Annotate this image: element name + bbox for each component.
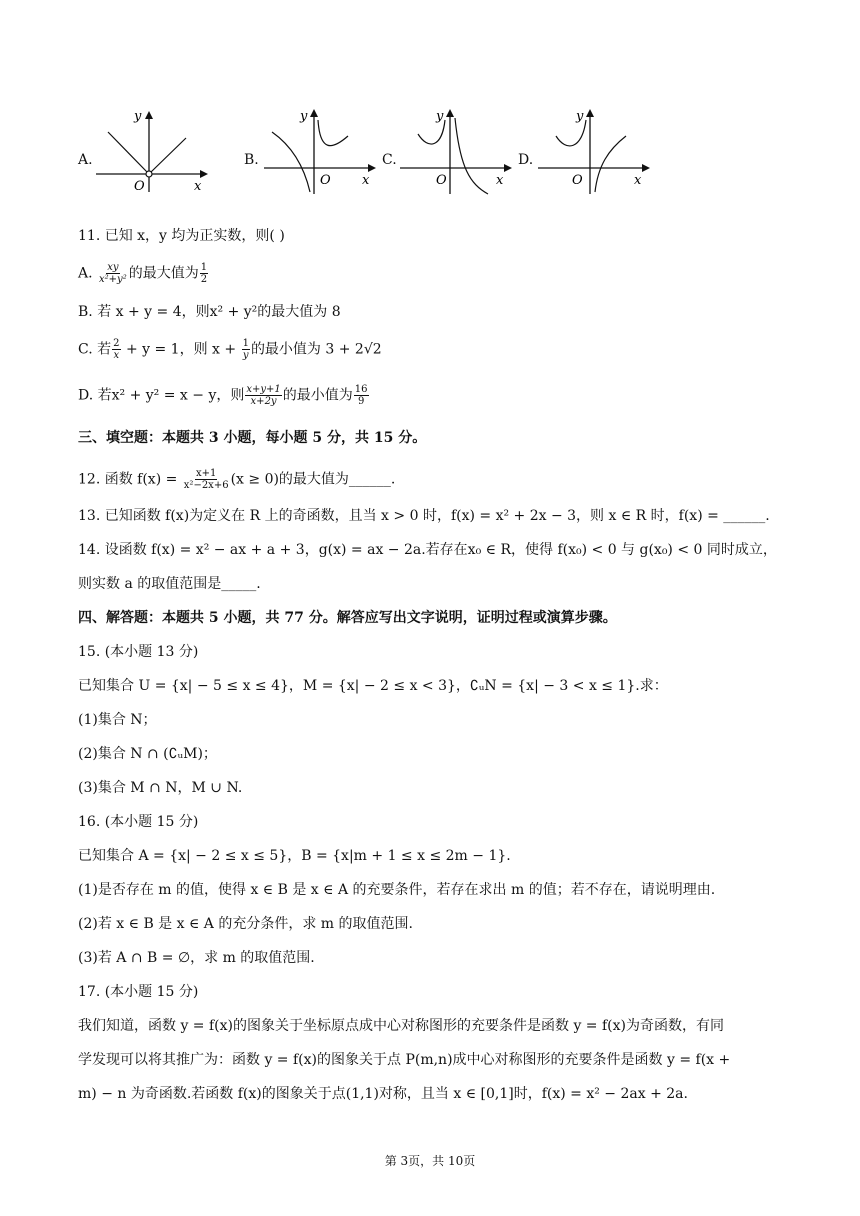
fraction (245, 384, 281, 407)
q16-stem: 已知集合 A = {x| − 2 ≤ x ≤ 5}，B = {x|m + 1 ≤ x ≤ 2m − 1}. (78, 848, 511, 864)
origin-label: O (436, 173, 447, 188)
fraction-numerator: x+y+1 (246, 384, 281, 395)
fraction (183, 468, 230, 491)
q17-line-1: 我们知道，函数 y = f(x)的图象关于坐标原点成中心对称图形的充要条件是函数 y = f(x)为奇函数，有同 (78, 1018, 724, 1034)
option-d-label: D. (518, 152, 534, 168)
fraction-numerator: 16 (354, 384, 368, 395)
option-a-label: A. (78, 152, 93, 168)
q17-line-3: m) − n 为奇函数.若函数 f(x)的图象关于点(1,1)对称，且当 x ∈ [0,1]时，f(x) = x² − 2ax + 2a. (78, 1086, 688, 1102)
axis-x-label: x (496, 173, 504, 188)
q16-part-3: (3)若 A ∩ B = ∅，求 m 的取值范围. (78, 950, 315, 966)
fraction (200, 262, 208, 285)
option-prefix: C. 若 (78, 341, 112, 358)
q15-part-2: (2)集合 N ∩ (∁ᵤM)； (78, 746, 217, 762)
q11-option-d (78, 384, 370, 407)
page-footer: 第 3页，共 10页 (384, 1154, 476, 1168)
axis-x-label: x (634, 173, 642, 188)
axis-y-label: y (436, 109, 444, 124)
axis-x-label: x (194, 179, 202, 194)
graph-b (262, 106, 382, 196)
fraction-denominator: 9 (357, 396, 365, 407)
q14-line-2: 则实数 a 的取值范围是_____. (78, 576, 261, 592)
fraction-denominator: x (113, 350, 120, 361)
axis-y-label: y (134, 109, 142, 124)
section-heading-solutions: 四、解答题：本题共 5 小题，共 77 分。解答应写出文字说明，证明过程或演算步骤。 (78, 610, 617, 626)
question-text: 12. 函数 f(x) = (78, 471, 182, 488)
fraction-numerator: 2 (113, 338, 120, 349)
axis-y-label: y (300, 109, 308, 124)
q15-stem: 已知集合 U = {x| − 5 ≤ x ≤ 4}，M = {x| − 2 ≤ x < 3}，∁ᵤN = {x| − 3 < x ≤ 1}.求： (78, 678, 668, 694)
q15-head: 15. (本小题 13 分) (78, 644, 199, 660)
option-c-label: C. (382, 152, 397, 168)
option-prefix: D. 若x² + y² = x − y，则 (78, 387, 245, 404)
option-text: 的最小值为 (282, 387, 353, 404)
q12 (78, 468, 395, 491)
q16-head: 16. (本小题 15 分) (78, 814, 199, 830)
q17-line-2: 学发现可以将其推广为：函数 y = f(x)的图象关于点 P(m,n)成中心对称图形的充要条件是函数 y = f(x + (78, 1052, 731, 1068)
fraction-numerator: 1 (242, 338, 249, 349)
option-prefix: A. (78, 265, 98, 282)
q15-part-1: (1)集合 N； (78, 712, 157, 728)
fraction-denominator: 2 (200, 274, 208, 285)
fraction (354, 384, 369, 407)
q13: 13. 已知函数 f(x)为定义在 R 上的奇函数，且当 x > 0 时，f(x) = x² + 2x − 3，则 x ∈ R 时，f(x) = ______. (78, 508, 770, 524)
option-b-label: B. (244, 152, 259, 168)
fraction-denominator: y (242, 350, 249, 361)
graph-c (398, 106, 518, 196)
q14-line-1: 14. 设函数 f(x) = x² − ax + a + 3，g(x) = ax − 2a.若存在x₀ ∈ R，使得 f(x₀) < 0 与 g(x₀) < 0 同时成立， (78, 542, 777, 558)
origin-label: O (320, 173, 331, 188)
q16-part-2: (2)若 x ∈ B 是 x ∈ A 的充分条件，求 m 的取值范围. (78, 916, 413, 932)
option-text: 的最大值为 (128, 265, 199, 282)
q11-option-a (78, 262, 209, 285)
option-text: 的最小值为 3 + 2√2 (250, 341, 382, 358)
axis-x-label: x (362, 173, 370, 188)
fraction (112, 338, 120, 361)
fraction (242, 338, 250, 361)
origin-label: O (572, 173, 583, 188)
question-text: (x ≥ 0)的最大值为______. (230, 471, 396, 488)
fraction-numerator: 1 (200, 262, 208, 273)
section-heading-fill-in: 三、填空题：本题共 3 小题，每小题 5 分，共 15 分。 (78, 430, 427, 446)
q11-option-b: B. 若 x + y = 4，则x² + y²的最大值为 8 (78, 304, 341, 320)
graph-a (94, 106, 214, 196)
origin-label: O (134, 179, 145, 194)
axis-y-label: y (576, 109, 584, 124)
option-text: + y = 1，则 x + (121, 341, 241, 358)
q11-option-c (78, 338, 382, 361)
q16-part-1: (1)是否存在 m 的值，使得 x ∈ B 是 x ∈ A 的充要条件，若存在求出 m 的值；若不存在，请说明理由. (78, 882, 716, 898)
fraction-numerator: xy (107, 262, 119, 273)
fraction (98, 262, 128, 285)
q15-part-3: (3)集合 M ∩ N，M ∪ N. (78, 780, 243, 796)
fraction-denominator: x+2y (250, 396, 277, 407)
q17-head: 17. (本小题 15 分) (78, 984, 199, 1000)
fraction-numerator: x+1 (195, 468, 217, 479)
fraction-denominator: x²+y² (99, 274, 127, 285)
q11-stem: 11. 已知 x，y 均为正实数，则( ) (78, 228, 285, 244)
graph-d (536, 106, 656, 196)
fraction-denominator: x²−2x+6 (183, 480, 229, 491)
